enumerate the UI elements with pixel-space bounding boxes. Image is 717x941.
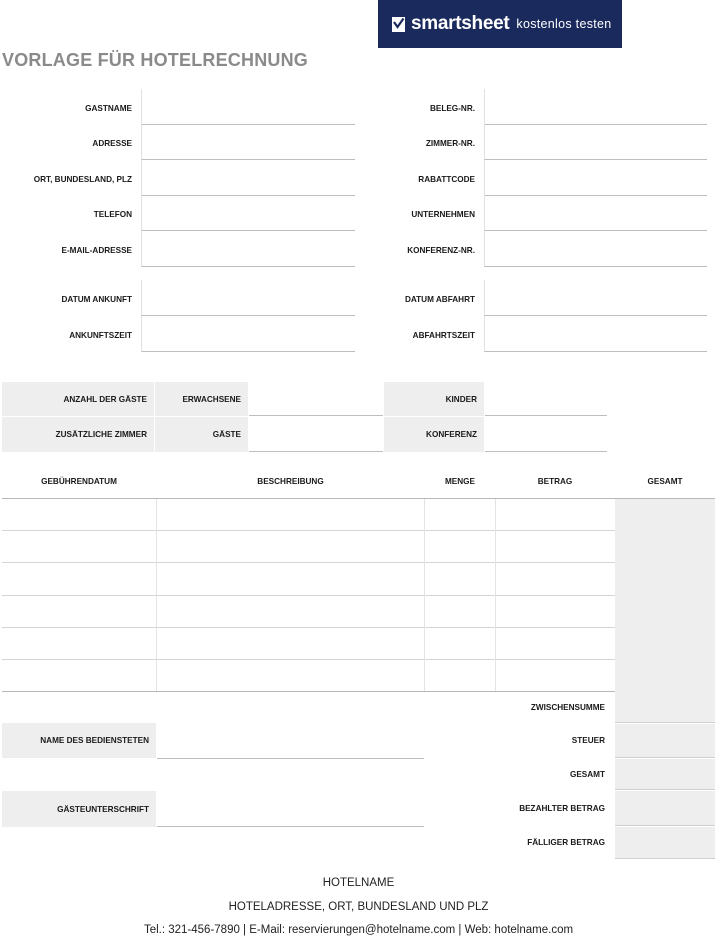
field-input-telefon[interactable]	[141, 195, 355, 231]
smartsheet-banner[interactable]	[378, 0, 622, 48]
row-total-cell	[615, 531, 715, 563]
conference-label: KONFERENZ	[384, 417, 484, 452]
field-input-datum-abfahrt[interactable]	[484, 280, 707, 316]
field-input-adresse[interactable]	[141, 124, 355, 160]
field-input-ankunftszeit[interactable]	[141, 316, 355, 352]
field-input-zimmer-nr[interactable]	[484, 124, 707, 160]
column-divider	[424, 499, 425, 692]
field-label-rabattcode: RABATTCODE	[418, 175, 475, 184]
field-input-datum-ankunft[interactable]	[141, 280, 355, 316]
field-label-adresse: ADRESSE	[92, 139, 132, 148]
table-row[interactable]	[2, 499, 715, 531]
footer-contact: Tel.: 321-456-7890 | E-Mail: reservierungen@hotelname.com | Web: hotelname.com	[143, 924, 574, 936]
table-row[interactable]	[2, 660, 715, 692]
column-divider	[495, 499, 496, 692]
conference-field[interactable]	[485, 417, 607, 452]
col-header-quantity: MENGE	[444, 477, 476, 486]
adults-label: ERWACHSENE	[155, 382, 248, 416]
field-label-beleg-nr: BELEG-NR.	[429, 104, 475, 113]
col-header-description: BESCHREIBUNG	[257, 477, 324, 486]
field-input-konferenz-nr[interactable]	[484, 231, 707, 267]
table-row[interactable]	[2, 531, 715, 563]
footer-address: HOTELADRESSE, ORT, BUNDESLAND UND PLZ	[228, 901, 489, 913]
row-total-cell	[615, 499, 715, 531]
smartsheet-logo-icon	[391, 16, 406, 33]
field-label-datum-abfahrt: DATUM ABFAHRT	[404, 295, 475, 304]
field-label-zimmer-nr: ZIMMER-NR.	[425, 139, 475, 148]
signature-field[interactable]	[157, 791, 424, 827]
children-label: KINDER	[384, 382, 484, 416]
row-total-cell	[615, 660, 715, 692]
field-label-telefon: TELEFON	[93, 210, 132, 219]
page-title: VORLAGE FÜR HOTELRECHNUNG	[2, 50, 308, 70]
total-value-steuer[interactable]	[615, 724, 715, 758]
table-row[interactable]	[2, 628, 715, 660]
signature-label: GÄSTEUNTERSCHRIFT	[2, 791, 156, 827]
total-label-bezahlter-betrag: BEZAHLTER BETRAG	[519, 803, 605, 813]
field-label-gastname: GASTNAME	[85, 104, 132, 113]
field-label-ort-bundesland-plz: ORT, BUNDESLAND, PLZ	[33, 175, 132, 184]
field-input-unternehmen[interactable]	[484, 195, 707, 231]
attendant-name-label: NAME DES BEDIENSTETEN	[2, 723, 156, 758]
field-input-beleg-nr[interactable]	[484, 89, 707, 125]
field-input-ort-bundesland-plz[interactable]	[141, 160, 355, 196]
field-label-e-mail-adresse: E-MAIL-ADRESSE	[61, 246, 132, 255]
guest-count-label: ANZAHL DER GÄSTE	[2, 382, 154, 416]
col-header-total: GESAMT	[647, 477, 683, 486]
field-label-abfahrtszeit: ABFAHRTSZEIT	[412, 331, 475, 340]
field-input-rabattcode[interactable]	[484, 160, 707, 196]
extra-rooms-label: ZUSÄTZLICHE ZIMMER	[2, 417, 154, 452]
col-header-date: GEBÜHRENDATUM	[41, 477, 117, 486]
field-label-unternehmen: UNTERNEHMEN	[411, 210, 475, 219]
total-value-fälliger-betrag[interactable]	[615, 827, 715, 859]
free-trial-link[interactable]: kostenlos testen	[516, 17, 612, 31]
total-label-fälliger-betrag: FÄLLIGER BETRAG	[527, 838, 605, 847]
footer-hotel-name: HOTELNAME	[322, 877, 395, 889]
field-input-abfahrtszeit[interactable]	[484, 316, 707, 352]
field-input-gastname[interactable]	[141, 89, 355, 125]
total-label-steuer: STEUER	[571, 736, 605, 745]
total-value-zwischensumme[interactable]	[615, 692, 715, 723]
brand-name: smartsheet	[411, 13, 510, 34]
guests-label: GÄSTE	[155, 417, 248, 452]
row-total-cell	[615, 563, 715, 595]
col-header-amount: BETRAG	[537, 477, 573, 486]
attendant-name-field[interactable]	[157, 723, 424, 759]
row-total-cell	[615, 628, 715, 660]
guests-field[interactable]	[249, 417, 383, 452]
row-total-cell	[615, 596, 715, 628]
children-field[interactable]	[485, 382, 607, 416]
table-row[interactable]	[2, 563, 715, 595]
table-row[interactable]	[2, 596, 715, 628]
adults-field[interactable]	[249, 382, 383, 416]
total-label-gesamt: GESAMT	[569, 769, 605, 779]
column-divider	[156, 499, 157, 692]
field-input-e-mail-adresse[interactable]	[141, 231, 355, 267]
field-label-ankunftszeit: ANKUNFTSZEIT	[69, 331, 132, 340]
table-bottom-divider	[2, 691, 615, 692]
total-label-zwischensumme: ZWISCHENSUMME	[530, 702, 605, 712]
total-value-gesamt[interactable]	[615, 759, 715, 790]
total-value-bezahlter-betrag[interactable]	[615, 791, 715, 826]
field-label-datum-ankunft: DATUM ANKUNFT	[61, 295, 132, 304]
field-label-konferenz-nr: KONFERENZ-NR.	[407, 246, 475, 255]
